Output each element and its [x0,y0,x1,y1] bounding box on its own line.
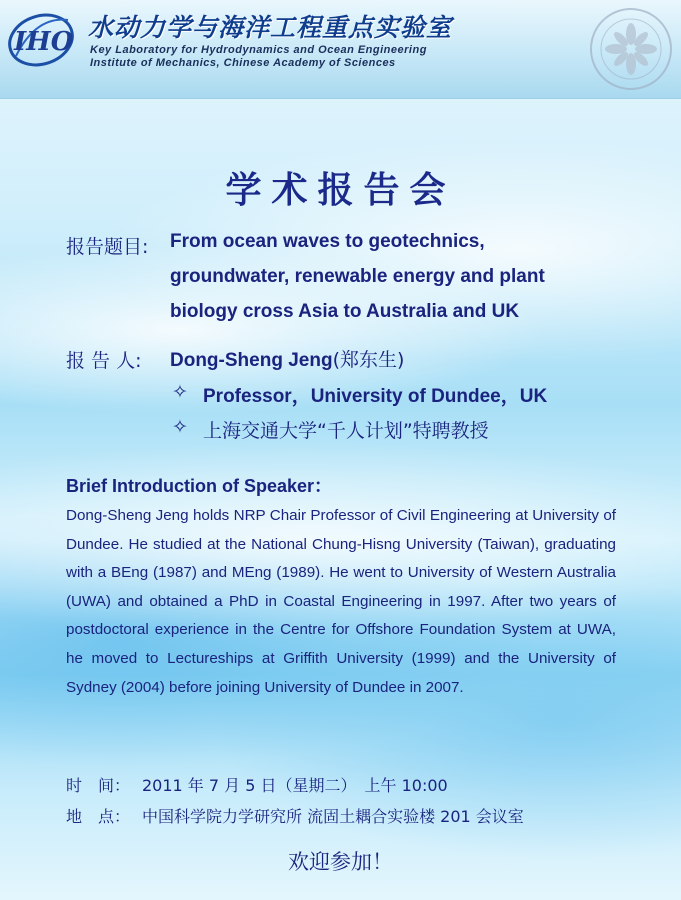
speaker-title-2: 上海交通大学“千人计划”特聘教授 [203,420,489,442]
speaker-line [170,345,404,372]
place-value: 中国科学院力学研究所 流固土耦合实验楼 201 会议室 [142,807,524,826]
institute-emblem-icon [586,4,676,94]
speaker-title-1: Professor，University of Dundee，UK [203,386,548,407]
sparkle-bullet-icon: ✧ [172,382,188,403]
lab-name-en-line1: Key Laboratory for Hydrodynamics and Ocean Engineering [90,44,427,56]
topic-line-2: groundwater, renewable energy and plant [170,266,545,287]
topic-line-3: biology cross Asia to Australia and UK [170,301,520,322]
page-title: 学术报告会 [225,169,456,211]
welcome-text: 欢迎参加！ [288,850,393,874]
iho-logo-icon [6,6,76,68]
place-label: 地 点： [66,807,131,826]
sparkle-bullet-icon: ✧ [172,417,188,438]
place-row [66,804,524,827]
time-row [66,773,448,796]
header-banner [0,0,681,99]
intro-heading: Brief Introduction of Speaker： [66,476,333,496]
lab-name-en-line2: Institute of Mechanics, Chinese Academy of Sciences [90,57,396,69]
speaker-label: 报 告 人: [66,350,142,372]
speaker-name: Dong-Sheng Jeng [170,350,333,371]
topic-line-1: From ocean waves to geotechnics, [170,231,485,252]
time-label: 时 间： [66,776,131,795]
time-value: 2011 年 7 月 5 日（星期二） 上午 10:00 [142,776,448,795]
intro-body: Dong-Sheng Jeng holds NRP Chair Professor of Civil Engineering at University of Dundee. He studied at the National Chung-Hisng University (Taiwan), graduating with a BEng (1987) and MEng (1989). He went to University of Western Australia (UWA) and obtained a PhD in Coastal Engineering in 1997. After two years of postdoctoral experience in the Centre for Offshore Foundation System at UWA, he moved to Lectureships at Griffith University (1999) and the University of Sydney (2004) before joining University of Dundee in 2007. [66,507,616,696]
logo-text: IHO [14,27,74,57]
lab-name-cn: 水动力学与海洋工程重点实验室 [88,13,453,42]
speaker-name-cn: (郑东生) [332,349,405,371]
topic-label: 报告题目: [66,236,149,258]
